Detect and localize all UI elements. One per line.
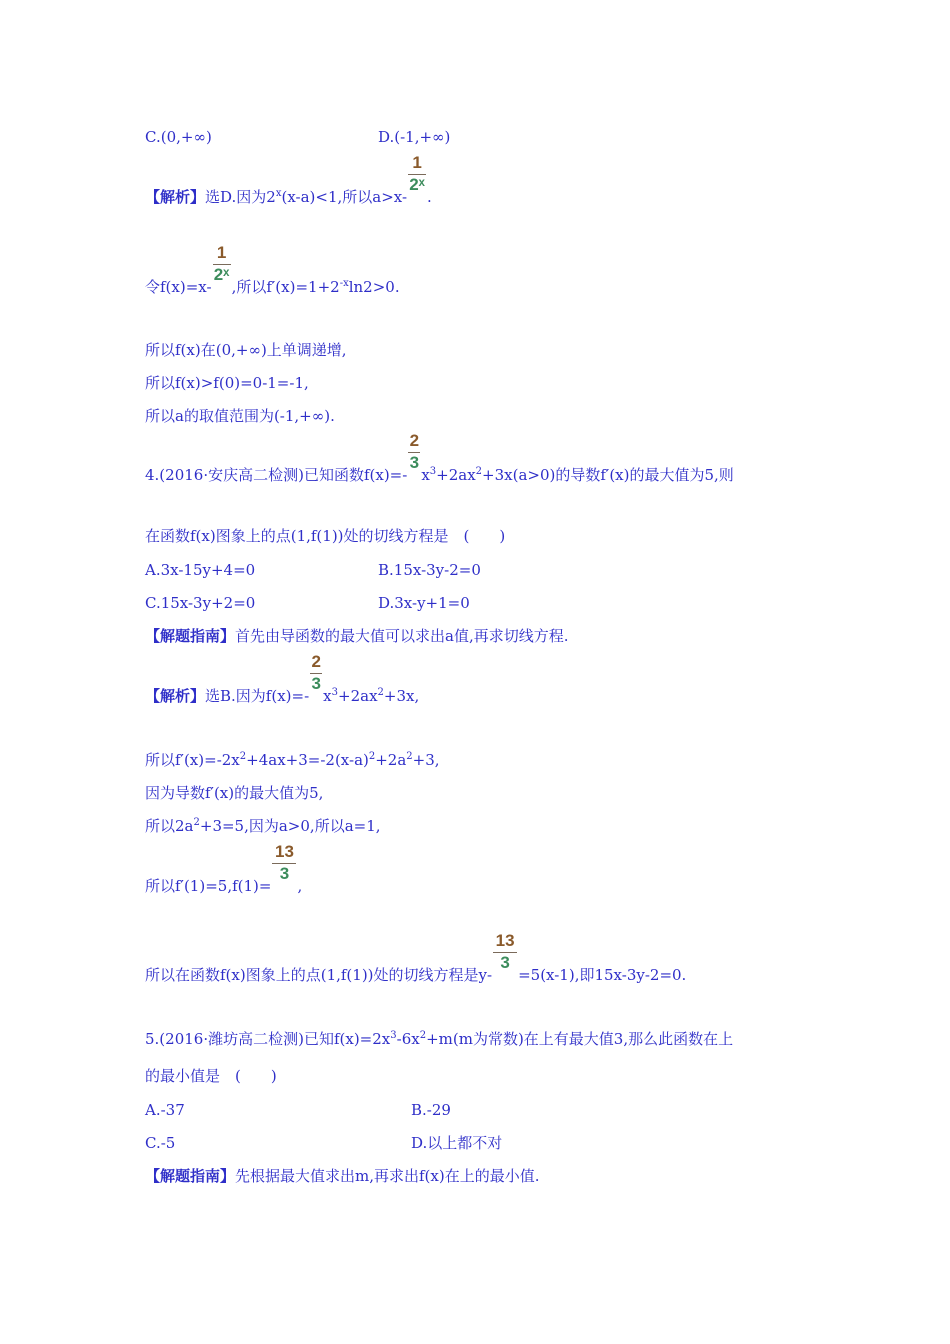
text-span: +2a [375, 751, 407, 769]
q5-option-c: C.-5 [145, 1134, 176, 1152]
q3-option-d: D.(-1,+∞) [378, 128, 451, 146]
analysis-q4-line-5 [145, 842, 303, 896]
analysis-line-5: 所以a的取值范围为(-1,+∞). [145, 407, 335, 425]
analysis-q4-line-4 [145, 816, 381, 836]
text-span: -6x [396, 1030, 420, 1048]
text-span: 所以f′(x)=-2x [145, 751, 240, 769]
fraction-denominator: 3 [500, 953, 510, 972]
fraction-denominator: 2ˣ [213, 265, 230, 284]
guide-line-q4 [145, 626, 569, 646]
superscript: 2 [419, 1030, 427, 1041]
analysis-heading: 【解析】 [145, 188, 206, 206]
guide-line-q5 [145, 1166, 540, 1186]
text-span: +3x, [383, 687, 420, 705]
text-span: 选B.因为f(x)=- [205, 687, 310, 705]
analysis-line-3: 所以f(x)在(0,+∞)上单调递增, [145, 341, 347, 359]
question-5-line-1 [145, 1029, 733, 1049]
question-5-line-2: 的最小值是 ( ) [145, 1067, 277, 1085]
text-span: =5(x-1),即15x-3y-2=0. [518, 966, 687, 984]
q3-option-c: C.(0,+∞) [145, 128, 212, 146]
text-span: 所以f′(1)=5,f(1)= [145, 877, 272, 895]
text-span: +3=5,因为a>0,所以a=1, [199, 817, 381, 835]
text-span: 选D.因为2 [205, 188, 276, 206]
superscript: 2 [406, 751, 413, 762]
fraction [310, 652, 322, 701]
fraction-numerator: 1 [412, 153, 422, 172]
text-span: (x-a)<1,所以a>x- [281, 188, 408, 206]
superscript: 2 [368, 751, 376, 762]
fraction-numerator: 2 [311, 652, 321, 671]
superscript: 2 [377, 687, 384, 698]
text-span: +2ax [436, 466, 476, 484]
text-span: 先根据最大值求出m,再求出f(x)在上的最小值. [235, 1167, 540, 1185]
text-span: 5.(2016·潍坊高二检测)已知f(x)=2x [145, 1030, 391, 1048]
guide-heading: 【解题指南】 [145, 1167, 236, 1185]
superscript: -x [339, 278, 349, 289]
text-span: x [421, 466, 430, 484]
q5-option-d: D.以上都不对 [411, 1134, 503, 1152]
fraction [408, 153, 426, 202]
fraction [272, 842, 296, 891]
analysis-line-4: 所以f(x)>f(0)=0-1=-1, [145, 374, 309, 392]
text-span: ,所以f′(x)=1+2 [231, 278, 340, 296]
fraction [493, 931, 517, 980]
fraction-denominator: 3 [279, 864, 290, 883]
analysis-line-1 [145, 153, 432, 207]
text-span: +2ax [338, 687, 378, 705]
text-span: . [427, 188, 432, 206]
text-span: 4.(2016·安庆高二检测)已知函数f(x)=- [145, 466, 408, 484]
text-span: +m(m为常数)在上有最大值3,那么此函数在上 [426, 1030, 734, 1048]
superscript: 2 [239, 751, 247, 762]
fraction [408, 431, 420, 480]
analysis-q4-line-6 [145, 931, 687, 985]
text-span: +3, [412, 751, 440, 769]
text-span: ln2>0. [348, 278, 400, 296]
superscript: x [275, 188, 282, 199]
fraction-numerator: 13 [274, 842, 294, 861]
text-span: +3x(a>0)的导数f′(x)的最大值为5,则 [482, 466, 734, 484]
fraction-numerator: 13 [495, 931, 515, 950]
question-4-line-1 [145, 431, 734, 485]
q4-option-c: C.15x-3y+2=0 [145, 594, 256, 612]
analysis-q4-line-2 [145, 750, 440, 770]
guide-heading: 【解题指南】 [145, 627, 236, 645]
fraction-denominator: 3 [311, 674, 321, 693]
analysis-line-2 [145, 243, 400, 297]
q4-option-d: D.3x-y+1=0 [378, 594, 470, 612]
text-span: +4ax+3=-2(x-a) [246, 751, 369, 769]
text-span: 首先由导函数的最大值可以求出a值,再求切线方程. [235, 627, 569, 645]
q5-option-a: A.-37 [145, 1101, 185, 1119]
text-span: 令f(x)=x- [145, 278, 212, 296]
text-span: 所以在函数f(x)图象上的点(1,f(1))处的切线方程是y- [145, 966, 493, 984]
fraction-numerator: 2 [409, 431, 420, 450]
q4-option-b: B.15x-3y-2=0 [378, 561, 481, 579]
question-4-line-2: 在函数f(x)图象上的点(1,f(1))处的切线方程是 ( ) [145, 527, 506, 545]
superscript: 2 [193, 817, 200, 828]
fraction [213, 243, 231, 292]
text-span: 所以2a [145, 817, 194, 835]
analysis-q4-line-1 [145, 652, 420, 706]
text-span: , [297, 877, 303, 895]
superscript: 3 [390, 1030, 397, 1041]
q4-option-a: A.3x-15y+4=0 [145, 561, 256, 579]
fraction-denominator: 2ˣ [409, 175, 425, 194]
text-span: x [323, 687, 332, 705]
superscript: 3 [331, 687, 339, 698]
superscript: 3 [429, 466, 437, 477]
analysis-q4-line-3: 因为导数f′(x)的最大值为5, [145, 784, 324, 802]
fraction-numerator: 1 [216, 243, 227, 262]
q5-option-b: B.-29 [411, 1101, 451, 1119]
analysis-heading: 【解析】 [145, 687, 206, 705]
superscript: 2 [475, 466, 483, 477]
fraction-denominator: 3 [409, 453, 420, 472]
